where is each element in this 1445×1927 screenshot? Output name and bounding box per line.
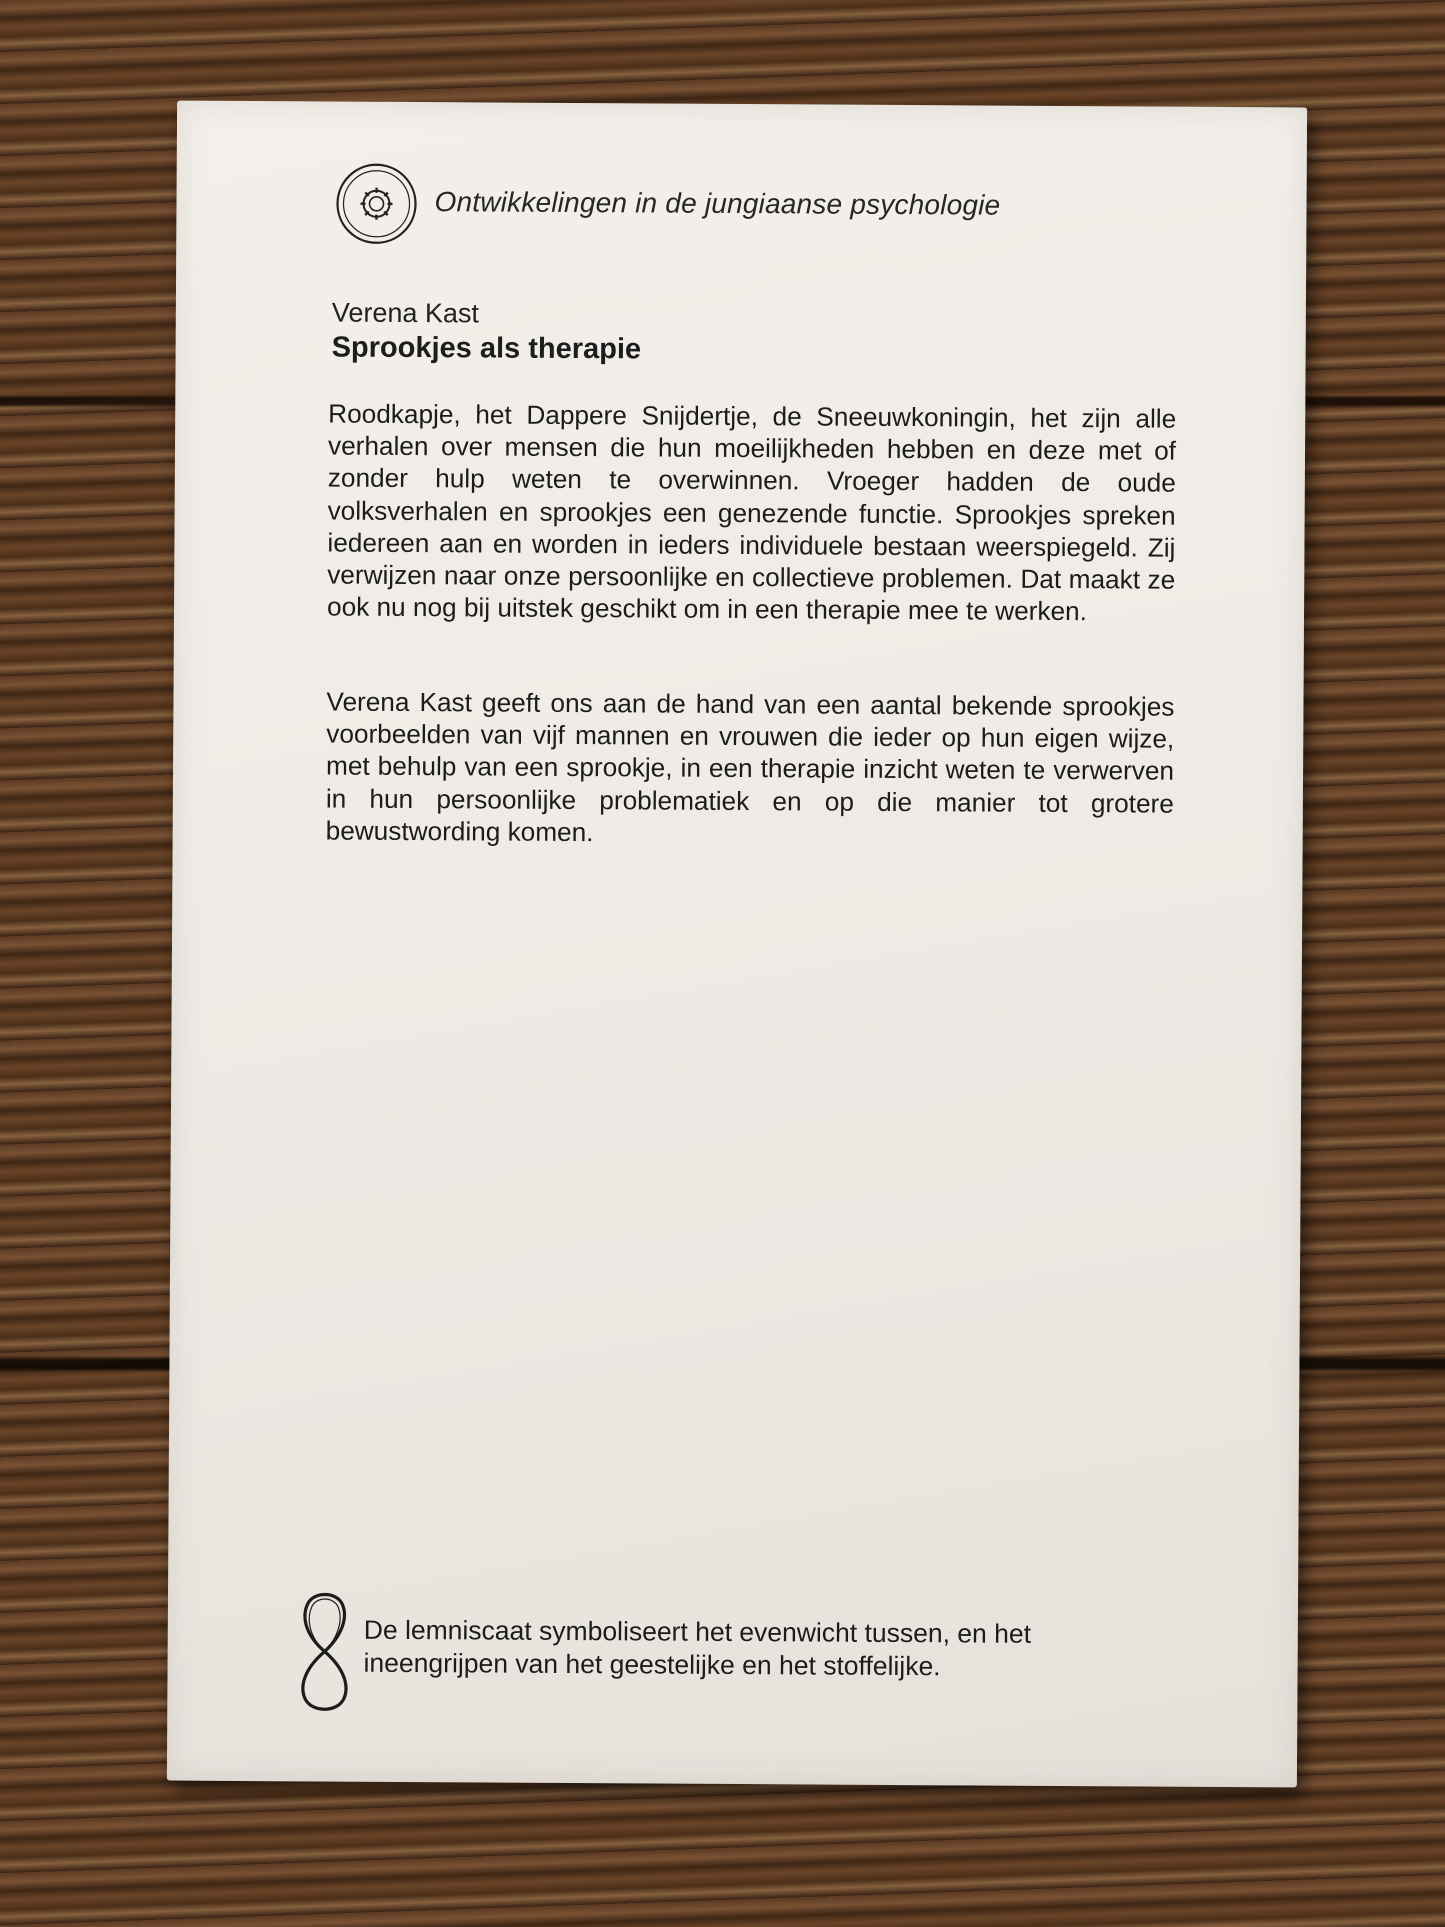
author-name: Verena Kast [331,297,480,329]
mandala-circle-icon [334,162,419,247]
blurb-paragraph-1: Roodkapje, het Dappere Snijdertje, de Sneeuwkoningin, het zijn alle verhalen over mensen die hun moeilijkheden hebben en deze met of zonder hulp weten te overwinnen. Vroeger hadden de oude volksverhalen en sprookjes een genezende functie. Sprookjes spreken iedereen aan en worden in ieders individuele bestaan weerspiegeld. Zij verwijzen naar onze persoonlijke en collectieve problemen. Dat maakt ze ook nu nog bij uitstek geschikt om in een therapie mee te werken. [326,398,1177,627]
series-title: Ontwikkelingen in de jungiaanse psychologie [434,186,1001,221]
blurb-paragraph-2: Verena Kast geeft ons aan de hand van een aantal bekende sprookjes voorbeelden van vijf mannen en vrouwen die ieder op hun eigen wijze, met behulp van een sprookje, in een therapie inzicht weten te verwerven in hun persoonlijke problematiek en op die manier tot grotere bewustwording komen. [325,686,1175,847]
lemniscate-caption: De lemniscaat symboliseert het evenwicht tussen, en het ineengrijpen van het geestelijke en het stoffelijke. [363,1614,1032,1682]
lemniscate-icon [295,1589,354,1713]
book-title: Sprookjes als therapie [331,331,642,366]
book-back-cover [167,101,1307,1788]
